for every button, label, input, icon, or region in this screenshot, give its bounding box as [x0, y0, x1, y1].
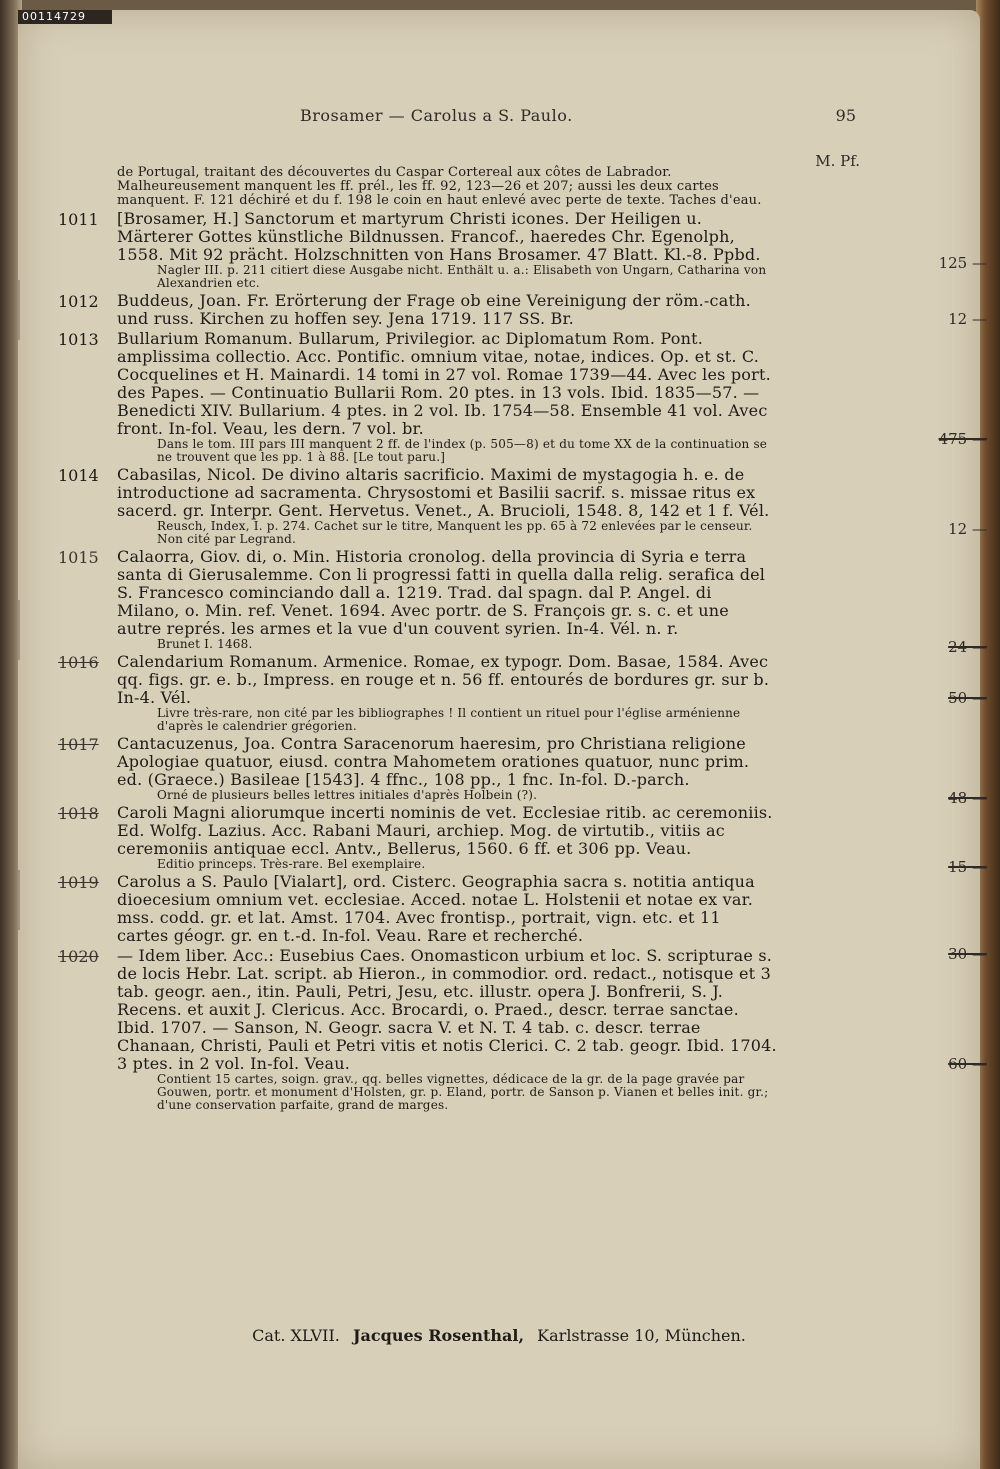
entry-number: 1011	[58, 210, 99, 229]
entry-text: Cantacuzenus, Joa. Contra Saracenorum haeresim, pro Christiana religione Apologiae quatuor, eiusd. contra Mahometem orationes quatuor, nunc prim. ed. (Graece.) Basileae [1543]. 4 ffnc., 108 pp., 1 fnc. In-fol. D.-parch.	[117, 734, 750, 789]
catalog-entries	[18, 165, 987, 1112]
entry-note: Reusch, Index, I. p. 274. Cachet sur le titre, Manquent les pp. 65 à 72 enlevées par le censeur. Non cité par Legrand.	[157, 519, 753, 546]
entry-text: Carolus a S. Paulo [Vialart], ord. Cisterc. Geographia sacra s. notitia antiqua dioecesium omnium vet. ecclesiae. Acced. notae L. Holstenii et notae ex var. mss. codd. gr. et lat. Amst. 1704. Avec frontisp., portrait, vign. etc. et 11 cartes géogr. gr. en t.-d. In-fol. Veau. Rare et recherché.	[117, 872, 755, 945]
entry-text: de Portugal, traitant des découvertes du Caspar Cortereal aux côtes de Labrador. Malheureusement manquent les ff. prél., les ff. 92, 123—26 et 207; aussi les deux cartes manquent. F. 121 déchiré et du f. 198 le coin en haut enlevé avec perte de texte. Taches d'eau.	[117, 165, 762, 208]
entry-text: [Brosamer, H.] Sanctorum et martyrum Christi icones. Der Heiligen u. Märterer Gottes künstliche Bildnussen. Francof., haeredes Chr. Egenolph, 1558. Mit 92 prächt. Holzschnitten von Hans Brosamer. 47 Blatt. Kl.-8. Ppbd.	[117, 209, 761, 264]
entry-number: 1012	[58, 292, 99, 311]
catalog-entry	[18, 547, 987, 656]
entry-note: Editio princeps. Très-rare. Bel exemplaire.	[157, 857, 426, 871]
entry-note: Livre très-rare, non cité par les bibliographes ! Il contient un rituel pour l'église arménienne d'après le calendrier grégorien.	[157, 706, 741, 733]
page-footer	[18, 1326, 980, 1345]
catalog-entry	[18, 291, 987, 328]
catalog-entry	[18, 734, 987, 807]
running-title: Brosamer — Carolus a S. Paulo.	[300, 106, 573, 125]
publisher-address: Karlstrasse 10, München.	[537, 1326, 746, 1345]
entry-number: 1017	[58, 735, 99, 754]
catalog-entry	[18, 652, 987, 733]
catalog-number: Cat. XLVII.	[252, 1326, 340, 1345]
page-number: 95	[835, 106, 856, 125]
entry-price: 30 —	[948, 945, 987, 963]
entry-number: 1013	[58, 330, 99, 349]
entry-price: 48 —	[948, 789, 987, 807]
entry-price: 50 —	[948, 689, 987, 707]
entry-text: Calendarium Romanum. Armenice. Romae, ex typogr. Dom. Basae, 1584. Avec qq. figs. gr. e. b., Impress. en rouge et n. 56 ff. entourés de bordures gr. sur b. In-4. Vél.	[117, 652, 770, 707]
publisher-name: Jacques Rosenthal,	[352, 1326, 525, 1345]
entry-text: Caroli Magni aliorumque incerti nominis de vet. Ecclesiae ritib. ac ceremoniis. Ed. Wolfg. Lazius. Acc. Rabani Mauri, archiep. Mog. de virtutib., vitiis ac ceremoniis antiquae eccl. Antv., Bellerus, 1560. 6 ff. et 306 pp. Veau.	[117, 803, 773, 858]
entry-number: 1018	[58, 804, 99, 823]
entry-text: Buddeus, Joan. Fr. Erörterung der Frage ob eine Vereinigung der röm.-cath. und russ. Kirchen zu hoffen sey. Jena 1719. 117 SS. Br.	[117, 291, 751, 328]
entry-number: 1019	[58, 873, 99, 892]
catalog-entry	[18, 465, 987, 546]
entry-price: 15 —	[948, 858, 987, 876]
entry-note: Orné de plusieurs belles lettres initiales d'après Holbein (?).	[157, 788, 538, 802]
entry-text: Calaorra, Giov. di, o. Min. Historia cronolog. della provincia di Syria e terra santa di Gierusalemme. Con li progressi fatti in quella dalla relig. serafica del S. Francesco cominciando dall a. 1219. Trad. dal spagn. dal P. Angel. di Milano, o. Min. ref. Venet. 1694. Avec portr. de S. François gr. s. c. et une autre représ. les armes et la vue d'un couvent syrien. In-4. Vél. n. r.	[117, 547, 766, 638]
entry-price: 12 —	[948, 310, 987, 328]
archive-stamp: 00114729	[18, 10, 112, 24]
entry-text: Cabasilas, Nicol. De divino altaris sacrificio. Maximi de mystagogia h. e. de introductione ad sacramenta. Chrysostomi et Basilii sacrif. s. missae ritus ex sacerd. gr. Interpr. Gent. Hervetus. Venet., A. Brucioli, 1548. 8, 142 et 1 f. Vél.	[117, 465, 770, 520]
entry-price: 60 —	[948, 1055, 987, 1073]
entry-number: 1016	[58, 653, 99, 672]
page-header	[18, 106, 980, 130]
entry-price: 24 —	[948, 638, 987, 656]
catalog-entry	[18, 803, 987, 876]
entry-text: Bullarium Romanum. Bullarum, Privilegior. ac Diplomatum Rom. Pont. amplissima collectio. Acc. Pontific. omnium vitae, notae, indices. Op. et st. C. Cocquelines et H. Mainardi. 14 tomi in 27 vol. Romae 1739—44. Avec les port. des Papes. — Continuatio Bullarii Rom. 20 ptes. in 13 vols. Ibid. 1835—57. — Benedicti XIV. Bullarium. 4 ptes. in 2 vol. Ib. 1754—58. Ensemble 41 vol. Avec front. In-fol. Veau, les dern. 7 vol. br.	[117, 329, 771, 438]
price-column-heading: M. Pf.	[815, 152, 860, 170]
entry-number: 1020	[58, 947, 99, 966]
catalog-page	[18, 10, 987, 1469]
entry-note: Dans le tom. III pars III manquent 2 ff. de l'index (p. 505—8) et du tome XX de la continuation se ne trouvent que les pp. 1 à 88. [Le tout paru.]	[157, 437, 768, 464]
entry-note: Brunet I. 1468.	[157, 637, 253, 651]
entry-price: 12 —	[948, 520, 987, 538]
catalog-entry	[18, 166, 777, 208]
entry-text: — Idem liber. Acc.: Eusebius Caes. Onomasticon urbium et loc. S. scripturae s. de locis Hebr. Lat. script. ab Hieron., in commodior. ord. redact., notisque et 3 tab. geogr. aen., itin. Pauli, Petri, Jesu, etc. illustr. opera J. Bonfrerii, S. J. Recens. et auxit J. Clericus. Acc. Brocardi, o. Praed., descr. terrae sanctae. Ibid. 1707. — Sanson, N. Geogr. sacra V. et N. T. 4 tab. c. descr. terrae Chanaan, Christi, Pauli et Petri vitis et notis Clerici. C. 2 tab. geogr. Ibid. 1704. 3 ptes. in 2 vol. In-fol. Veau.	[117, 946, 777, 1073]
entry-price: 475 —	[938, 430, 987, 448]
entry-price: 125 —	[938, 254, 987, 272]
entry-number: 1015	[58, 548, 99, 567]
catalog-entry	[18, 209, 987, 290]
catalog-entry	[18, 329, 987, 464]
entry-note: Nagler III. p. 211 citiert diese Ausgabe nicht. Enthält u. a.: Elisabeth von Ungarn, Catharina von Alexandrien etc.	[157, 263, 767, 290]
entry-number: 1014	[58, 466, 99, 485]
entry-note: Contient 15 cartes, soign. grav., qq. belles vignettes, dédicace de la gr. de la page gravée par Gouwen, portr. et monument d'Holsten, gr. p. Eland, portr. de Sanson p. Vianen et belles init. gr.; d'une conservation parfaite, grand de marges.	[157, 1072, 769, 1112]
